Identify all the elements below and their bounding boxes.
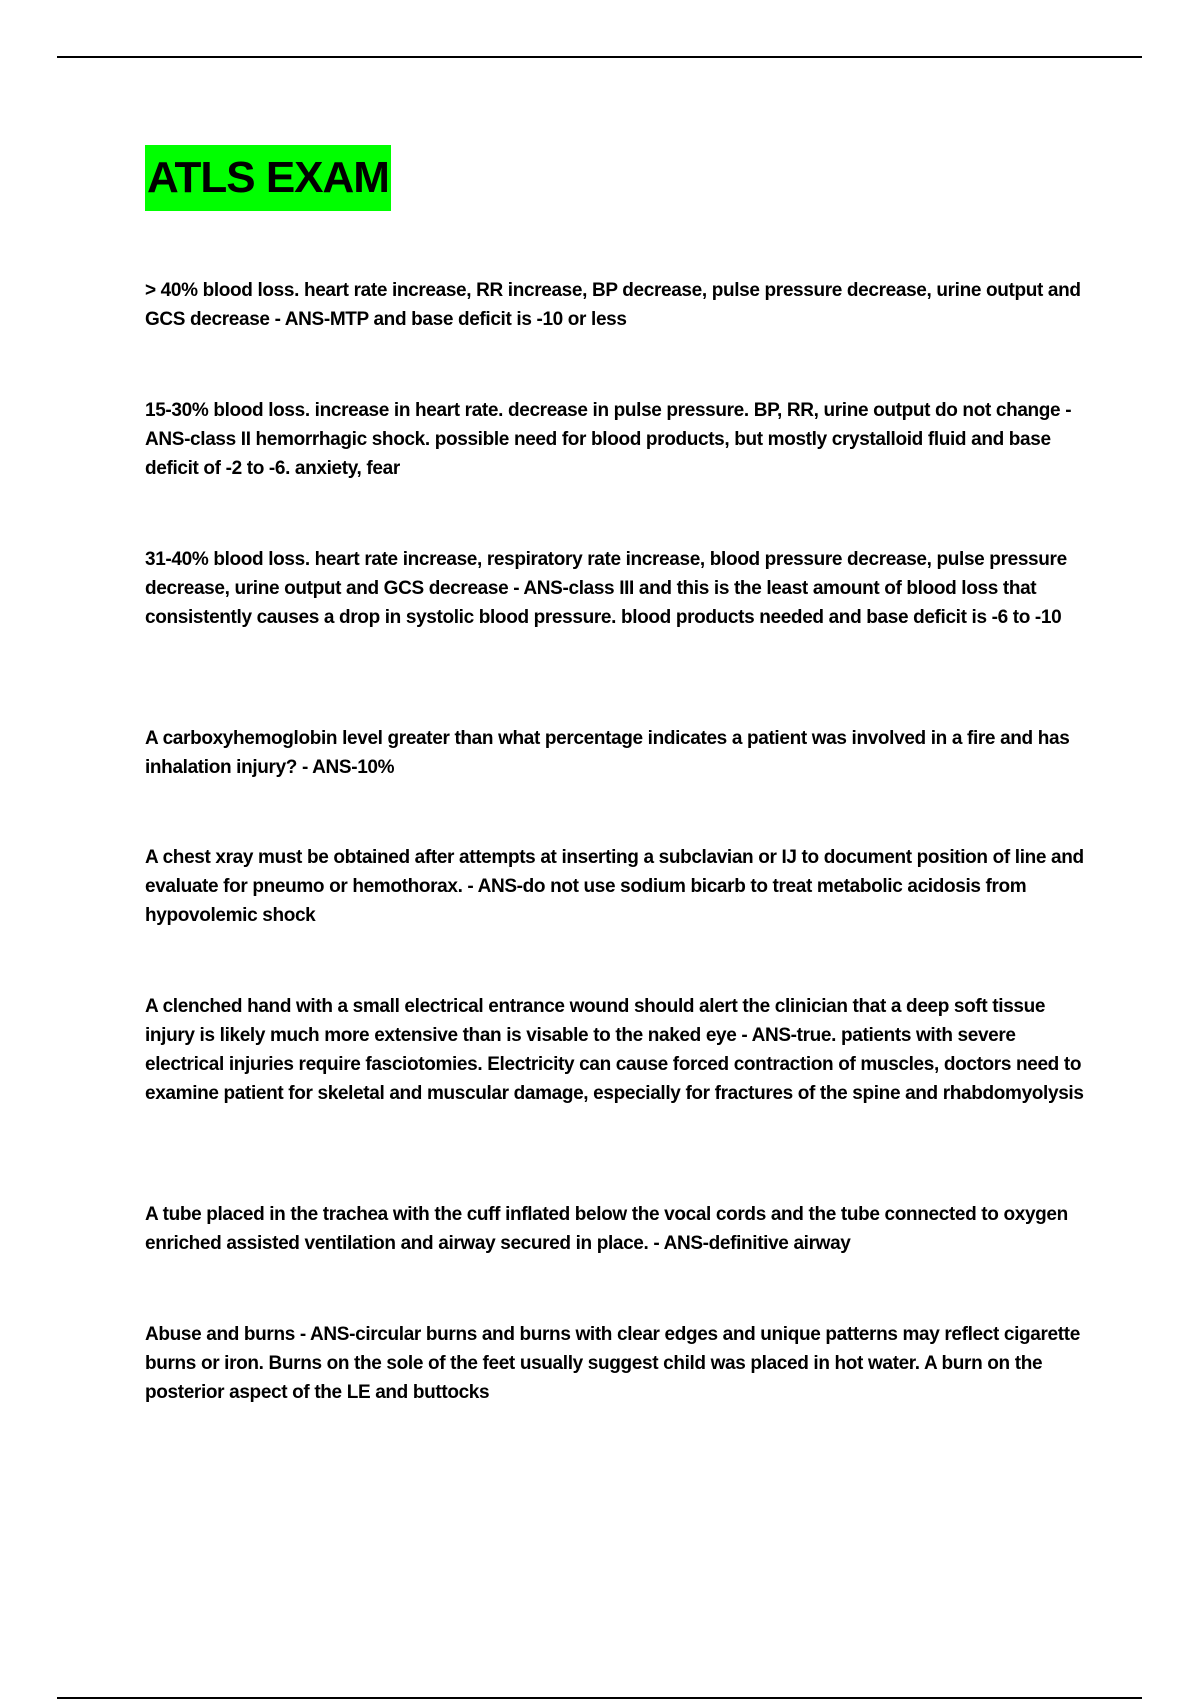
qa-entry: A carboxyhemoglobin level greater than what percentage indicates a patient was involved in a fire and has inhalation injury? - ANS-10% <box>145 728 1070 778</box>
bottom-divider <box>57 1697 1142 1699</box>
document-title: ATLS EXAM <box>145 145 391 211</box>
qa-entry: > 40% blood loss. heart rate increase, RR increase, BP decrease, pulse pressure decrease, urine output and GCS decrease - ANS-MTP and base deficit is -10 or less <box>145 280 1081 330</box>
qa-entry: A chest xray must be obtained after attempts at inserting a subclavian or IJ to document position of line and evaluate for pneumo or hemothorax. - ANS-do not use sodium bicarb to treat metabolic acidosis from hypovolemic shock <box>145 847 1084 926</box>
top-divider <box>57 56 1142 58</box>
qa-entry: 15-30% blood loss. increase in heart rate. decrease in pulse pressure. BP, RR, urine output do not change - ANS-class II hemorrhagic shock. possible need for blood products, but mostly crystalloid fluid and base deficit of -2 to -6. anxiety, fear <box>145 400 1072 479</box>
qa-entry: 31-40% blood loss. heart rate increase, respiratory rate increase, blood pressure decrease, pulse pressure decrease, urine output and GCS decrease - ANS-class III and this is the least amount of blood loss that consistently causes a drop in systolic blood pressure. blood products needed and base deficit is -6 to -10 <box>145 549 1067 628</box>
qa-entry: Abuse and burns - ANS-circular burns and burns with clear edges and unique patterns may reflect cigarette burns or iron. Burns on the sole of the feet usually suggest child was placed in hot water. A burn on the posterior aspect of the LE and buttocks <box>145 1324 1080 1403</box>
qa-entry: A clenched hand with a small electrical entrance wound should alert the clinician that a deep soft tissue injury is likely much more extensive than is visable to the naked eye - ANS-true. patients with severe electrical injuries require fasciotomies. Electricity can cause forced contraction of muscles, doctors need to examine patient for skeletal and muscular damage, especially for fractures of the spine and rhabdomyolysis <box>145 996 1084 1104</box>
qa-entry: A tube placed in the trachea with the cuff inflated below the vocal cords and the tube connected to oxygen enriched assisted ventilation and airway secured in place. - ANS-definitive airway <box>145 1204 1068 1254</box>
